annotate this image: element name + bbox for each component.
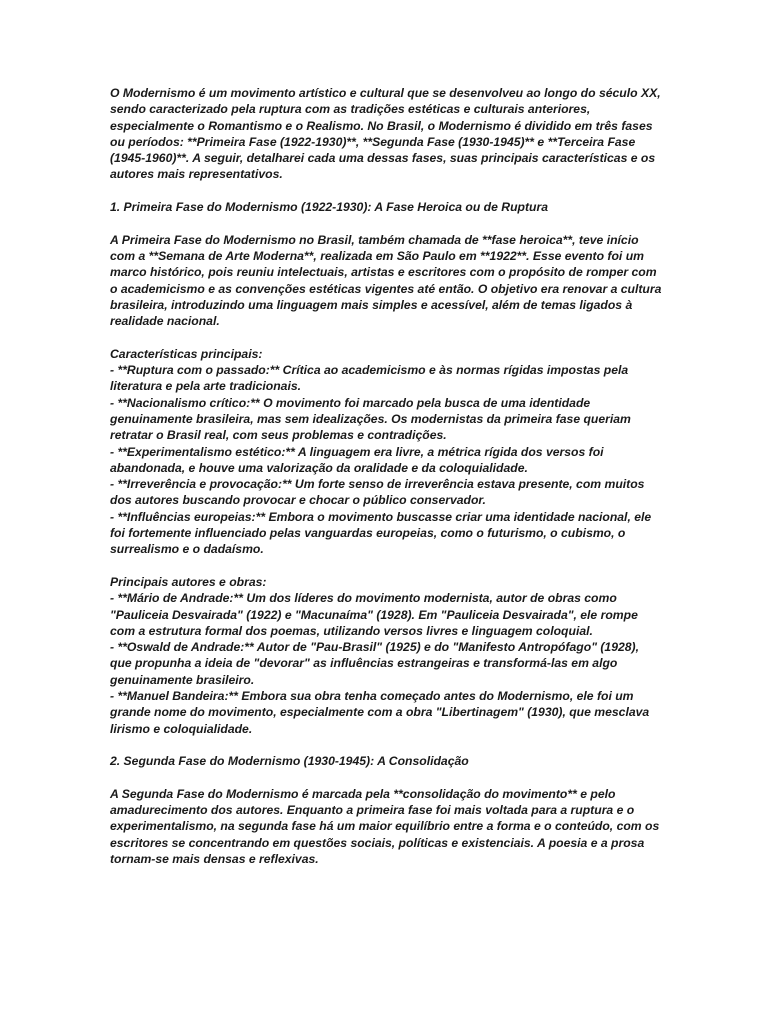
section-2-paragraph: A Segunda Fase do Modernismo é marcada pela **consolidação do movimento** e pelo amadurecimento dos autores. Enquanto a primeira fase foi mais voltada para a ruptura e o experimentalismo, na segunda fase há um maior equilíbrio entre a forma e o conteúdo, com os escritores se concentrando em questões sociais, políticas e existenciais. A poesia e a prosa tornam-se mais densas e reflexivas. [110,786,663,866]
intro-paragraph: O Modernismo é um movimento artístico e cultural que se desenvolveu ao longo do século XX, sendo caracterizado pela ruptura com as tradições estéticas e culturais anteriores, especialmente o Romantismo e o Realismo. No Brasil, o Modernismo é dividido em três fases ou períodos: **Primeira Fase (1922-1930)**, **Segunda Fase (1930-1945)** e **Terceira Fase (1945-1960)**. A seguir, detalharei cada uma dessas fases, suas principais características e os autores mais representativos. [110,86,664,182]
section-1-heading: 1. Primeira Fase do Modernismo (1922-1930): A Fase Heroica ou de Ruptura [110,200,548,215]
author-item: - **Mário de Andrade:** Um dos líderes do movimento modernista, autor de obras como "Pauliceia Desvairada" (1922) e "Macunaíma" (1928). Em "Pauliceia Desvairada", ele rompe com a estrutura formal dos poemas, utilizando versos livres e linguagem coloquial. [110,591,642,638]
paragraph-gap [110,215,662,231]
characteristic-item: - **Experimentalismo estético:** A linguagem era livre, a métrica rígida dos versos foi abandonada, e houve uma valorização da oralidade e da coloquialidade. [110,444,607,475]
characteristic-item: - **Influências europeias:** Embora o movimento buscasse criar uma identidade nacional, ele foi fortemente influenciado pelas vanguardas europeias, como o futurismo, o cubismo, o surrealismo e o dadaísmo. [110,509,655,557]
author-item: - **Oswald de Andrade:** Autor de "Pau-Brasil" (1925) e do "Manifesto Antropófago" (1928), que propunha a ideia de "devorar" as influências estrangeiras e transformá-las em algo genuinamente brasileiro. [110,640,643,687]
characteristic-item: - **Irreverência e provocação:** Um forte senso de irreverência estava presente, com muitos dos autores buscando provocar e chocar o público conservador. [110,477,648,508]
document-page [110,85,665,867]
section-2-heading: 2. Segunda Fase do Modernismo (1930-1945): A Consolidação [110,754,469,769]
characteristic-item: - **Ruptura com o passado:** Crítica ao academicismo e às normas rígidas impostas pela literatura e pela arte tradicionais. [110,363,632,394]
paragraph-gap [110,183,662,199]
characteristic-item: - **Nacionalismo crítico:** O movimento foi marcado pela busca de uma identidade genuinamente brasileira, mas sem idealizações. Os modernistas da primeira fase queriam retratar o Brasil real, com seus problemas e contradições. [110,395,635,443]
author-item: - **Manuel Bandeira:** Embora sua obra tenha começado antes do Modernismo, ele foi um grande nome do movimento, especialmente com a obra "Libertinagem" (1930), que mesclava lirismo e coloquialidade. [110,688,653,736]
paragraph-gap [110,558,662,574]
paragraph-gap [110,769,662,785]
paragraph-gap [110,737,662,753]
section-1-paragraph: A Primeira Fase do Modernismo no Brasil, também chamada de **fase heroica**, teve início com a **Semana de Arte Moderna**, realizada em São Paulo em **1922**. Esse evento foi um marco histórico, pois reuniu intelectuais, artistas e escritores com o propósito de romper com o academicismo e as convenções estéticas vigentes até então. O objetivo era renovar a cultura brasileira, introduzindo uma linguagem mais simples e acessível, além de temas ligados à realidade nacional. [110,232,665,329]
authors-heading: Principais autores e obras: [110,574,267,589]
paragraph-gap [110,329,662,345]
characteristics-heading: Características principais: [110,346,263,361]
